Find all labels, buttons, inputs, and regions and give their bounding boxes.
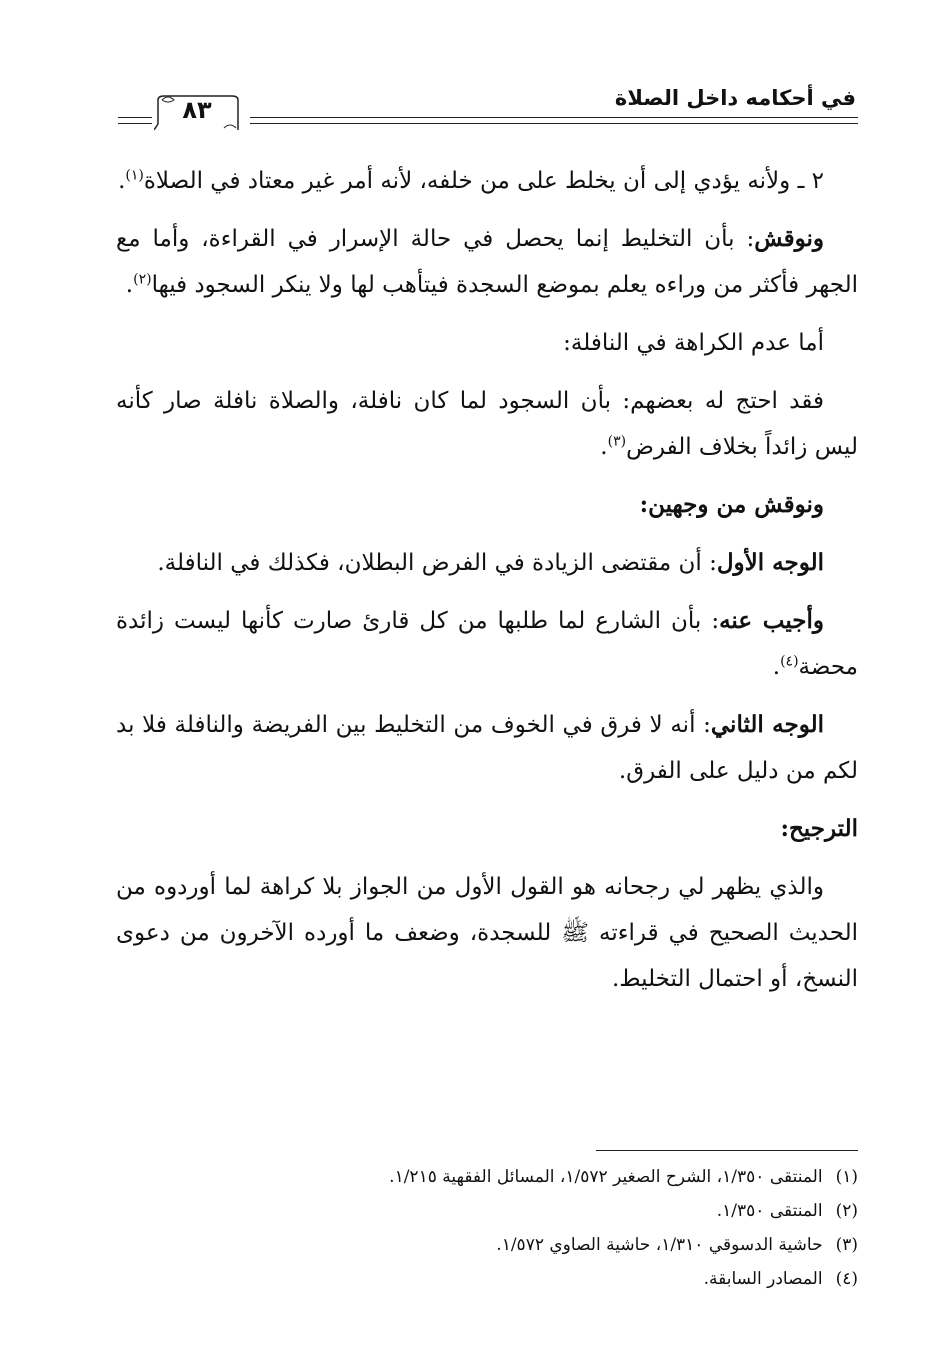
footnote-number: (٤) bbox=[835, 1269, 858, 1289]
paragraph bbox=[116, 158, 858, 204]
header-rule-left-top bbox=[118, 117, 152, 118]
header-rule-top bbox=[250, 117, 858, 118]
footnote-number: (٢) bbox=[835, 1201, 858, 1221]
paragraph-text: فقد احتج له بعضهم: بأن السجود لما كان نافلة، والصلاة نافلة صار كأنه ليس زائداً بخلاف الفرض bbox=[116, 388, 858, 460]
paragraph bbox=[116, 702, 858, 794]
footnote-text: حاشية الدسوقي ١/٣١٠، حاشية الصاوي ١/٥٧٢. bbox=[496, 1235, 823, 1255]
punctuation: . bbox=[600, 434, 608, 460]
paragraph-lead: ونوقش من وجهين: bbox=[639, 491, 824, 518]
footnote-ref: (١) bbox=[125, 167, 144, 184]
header-rule-bottom bbox=[250, 123, 858, 124]
footnote bbox=[116, 1228, 858, 1262]
footnote-separator bbox=[596, 1150, 858, 1151]
paragraph-text: أما عدم الكراهة في النافلة: bbox=[563, 330, 824, 356]
footnote bbox=[116, 1262, 858, 1296]
footnote-number: (٣) bbox=[835, 1235, 858, 1255]
page-number: ٨٣ bbox=[182, 96, 212, 124]
paragraph-lead: ونوقش bbox=[754, 225, 824, 252]
punctuation: . bbox=[772, 654, 781, 680]
header-rule-left-bottom bbox=[118, 123, 152, 124]
paragraph-text: : بأن التخليط إنما يحصل في حالة الإسرار في القراءة، وأما مع الجهر فأكثر من وراءه يعلم بموضع السجدة فيتأهب لها ولا ينكر السجود فيها bbox=[116, 226, 858, 298]
paragraph bbox=[116, 320, 858, 366]
paragraph bbox=[116, 864, 858, 1002]
paragraph bbox=[116, 216, 858, 308]
paragraph-text: والذي يظهر لي رجحانه هو القول الأول من الجواز بلا كراهة لما أوردوه من الحديث الصحيح في قراءته ﷺ للسجدة، وضعف ما أورده الآخرون من دعوى النسخ، أو احتمال التخليط. bbox=[116, 874, 858, 992]
main-text bbox=[116, 158, 858, 1014]
paragraph bbox=[116, 482, 858, 528]
paragraph-text: ٢ ـ ولأنه يؤدي إلى أن يخلط على من خلفه، لأنه أمر غير معتاد في الصلاة bbox=[143, 168, 824, 194]
footnote-ref: (٤) bbox=[780, 653, 799, 670]
footnote bbox=[116, 1194, 858, 1228]
paragraph-text: : أن مقتضى الزيادة في الفرض البطلان، فكذلك في النافلة. bbox=[157, 550, 717, 576]
paragraph-text: : بأن الشارع لما طلبها من كل قارئ صارت كأنها ليست زائدة محضة bbox=[116, 608, 858, 680]
footnote-ref: (٢) bbox=[133, 271, 152, 288]
footnote-text: المنتقى ١/٣٥٠. bbox=[716, 1201, 823, 1221]
paragraph-lead: الوجه الأول bbox=[716, 549, 824, 576]
footnotes bbox=[116, 1160, 858, 1296]
footnote-text: المصادر السابقة. bbox=[703, 1269, 823, 1289]
paragraph-lead: الوجه الثاني bbox=[710, 711, 824, 738]
paragraph-lead: وأجيب عنه bbox=[719, 607, 824, 634]
punctuation: . bbox=[125, 272, 134, 298]
footnote-ref: (٣) bbox=[607, 433, 627, 450]
paragraph bbox=[116, 540, 858, 586]
punctuation: . bbox=[118, 168, 126, 194]
footnote-text: المنتقى ١/٣٥٠، الشرح الصغير ١/٥٧٢، المسائل الفقهية ١/٢١٥. bbox=[389, 1167, 823, 1187]
paragraph bbox=[116, 378, 858, 470]
footnote bbox=[116, 1160, 858, 1194]
paragraph bbox=[116, 598, 858, 690]
paragraph-text: : أنه لا فرق في الخوف من التخليط بين الفريضة والنافلة فلا بد لكم من دليل على الفرق. bbox=[116, 712, 858, 784]
section-heading: الترجيح: bbox=[780, 815, 858, 842]
footnote-number: (١) bbox=[835, 1167, 858, 1187]
running-title: في أحكامه داخل الصلاة bbox=[614, 86, 856, 110]
